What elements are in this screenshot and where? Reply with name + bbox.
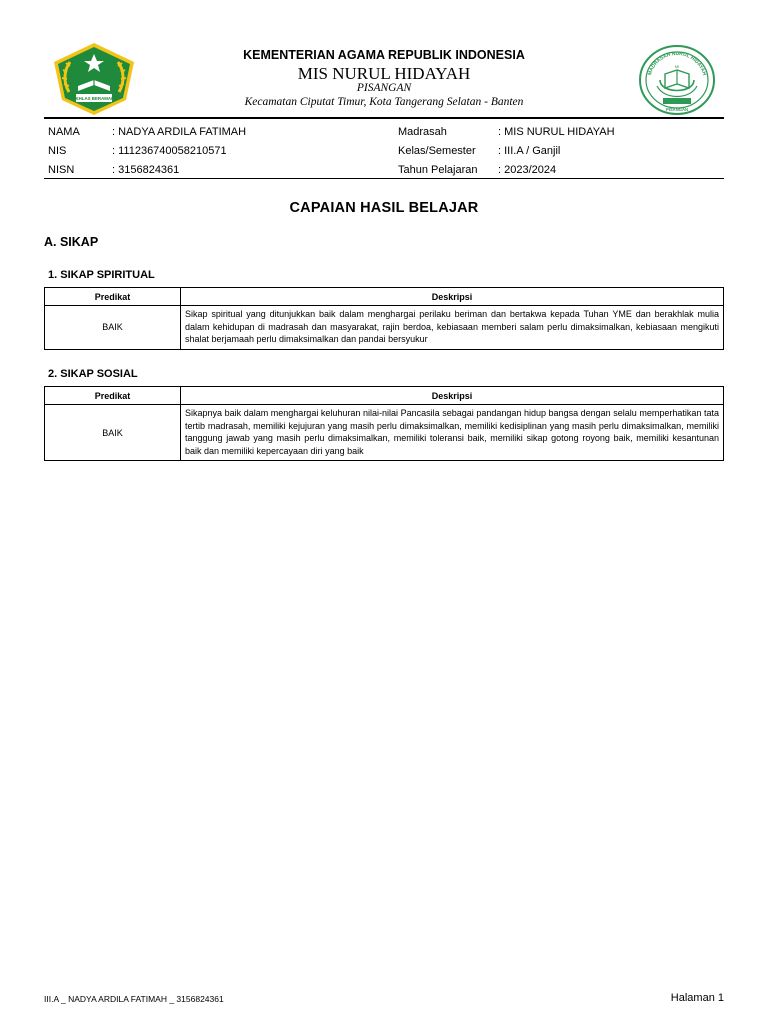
- info-label: Kelas/Semester: [398, 145, 476, 157]
- info-label: NAMA: [48, 126, 80, 138]
- deskripsi-value: Sikapnya baik dalam menghargai keluhuran nilai-nilai Pancasila sebagai pandangan hidup bangsa dengan selalu memperhatikan tata tertib madrasah, memiliki kejujuran yang masih perlu dimaksimalkan, memiliki kedisiplinan yang masih perlu dimaksimalkan, memiliki tanggung jawab yang masih perlu dimaksimalkan, memiliki toleransi baik, memiliki sikap gotong royong baik, memiliki kesantunan baik dan memiliki kepercayaan diri yang baik: [181, 405, 724, 461]
- school-name: MIS NURUL HIDAYAH: [297, 64, 471, 83]
- predikat-value: BAIK: [45, 405, 181, 461]
- header-divider: [44, 117, 724, 119]
- info-row-madrasah: [398, 123, 718, 142]
- ministry-name: KEMENTERIAN AGAMA REPUBLIK INDONESIA: [243, 48, 525, 62]
- page-title: CAPAIAN HASIL BELAJAR: [289, 200, 479, 216]
- deskripsi-value: Sikap spiritual yang ditunjukkan baik dalam menghargai perilaku beriman dan bertakwa kepada Tuhan YME dan berakhlak mulia dalam kehidupan di madrasah dan masyarakat, rajin berdoa, kebiasaan memberi salam perlu dimaksimalkan, kebiasaan mengikuti shalat berjamaah perlu dimaksimalkan dan pandai bersyukur: [181, 306, 724, 350]
- spiritual-table: [44, 287, 724, 350]
- info-value: : 2023/2024: [498, 164, 557, 176]
- seal-bottom-text: PISANGAN: [665, 107, 689, 112]
- logo-ribbon-text: IKHLAS BERAMAL: [74, 96, 114, 101]
- school-address: Kecamatan Ciputat Timur, Kota Tangerang Selatan - Banten: [244, 96, 524, 108]
- info-row-nama: [48, 123, 368, 142]
- predikat-value: BAIK: [45, 306, 181, 350]
- student-info-right: [398, 123, 718, 180]
- table-header-row: [45, 288, 724, 306]
- info-label: Tahun Pelajaran: [398, 164, 478, 176]
- info-row-kelas: [398, 142, 718, 161]
- table-row: [45, 405, 724, 461]
- info-label: Madrasah: [398, 126, 447, 138]
- info-divider: [44, 178, 724, 179]
- table-header-row: [45, 387, 724, 405]
- spiritual-heading: 1. SIKAP SPIRITUAL: [48, 269, 155, 281]
- info-value: : 3156824361: [112, 164, 180, 176]
- seal-sub-text: MI: [674, 64, 680, 69]
- info-label: NIS: [48, 145, 67, 157]
- deskripsi-header: Deskripsi: [181, 288, 724, 306]
- predikat-header: Predikat: [45, 288, 181, 306]
- sosial-heading: 2. SIKAP SOSIAL: [48, 368, 138, 380]
- info-value: : III.A / Ganjil: [498, 145, 561, 157]
- info-label: NISN: [48, 164, 75, 176]
- footer-student-id: III.A _ NADYA ARDILA FATIMAH _ 3156824361: [44, 994, 224, 1004]
- school-village: PISANGAN: [356, 82, 412, 94]
- table-row: [45, 306, 724, 350]
- info-row-nis: [48, 142, 368, 161]
- predikat-header: Predikat: [45, 387, 181, 405]
- info-value: : 111236740058210571: [112, 145, 227, 157]
- section-heading: A. SIKAP: [44, 235, 99, 249]
- page-number: Halaman 1: [670, 992, 724, 1004]
- info-value: : NADYA ARDILA FATIMAH: [112, 126, 247, 138]
- deskripsi-header: Deskripsi: [181, 387, 724, 405]
- info-value: : MIS NURUL HIDAYAH: [498, 126, 615, 138]
- student-info-left: [48, 123, 368, 180]
- sosial-table: [44, 386, 724, 461]
- seal-ring-text: MADRASAH NURUL HIDAYAH: [646, 50, 708, 77]
